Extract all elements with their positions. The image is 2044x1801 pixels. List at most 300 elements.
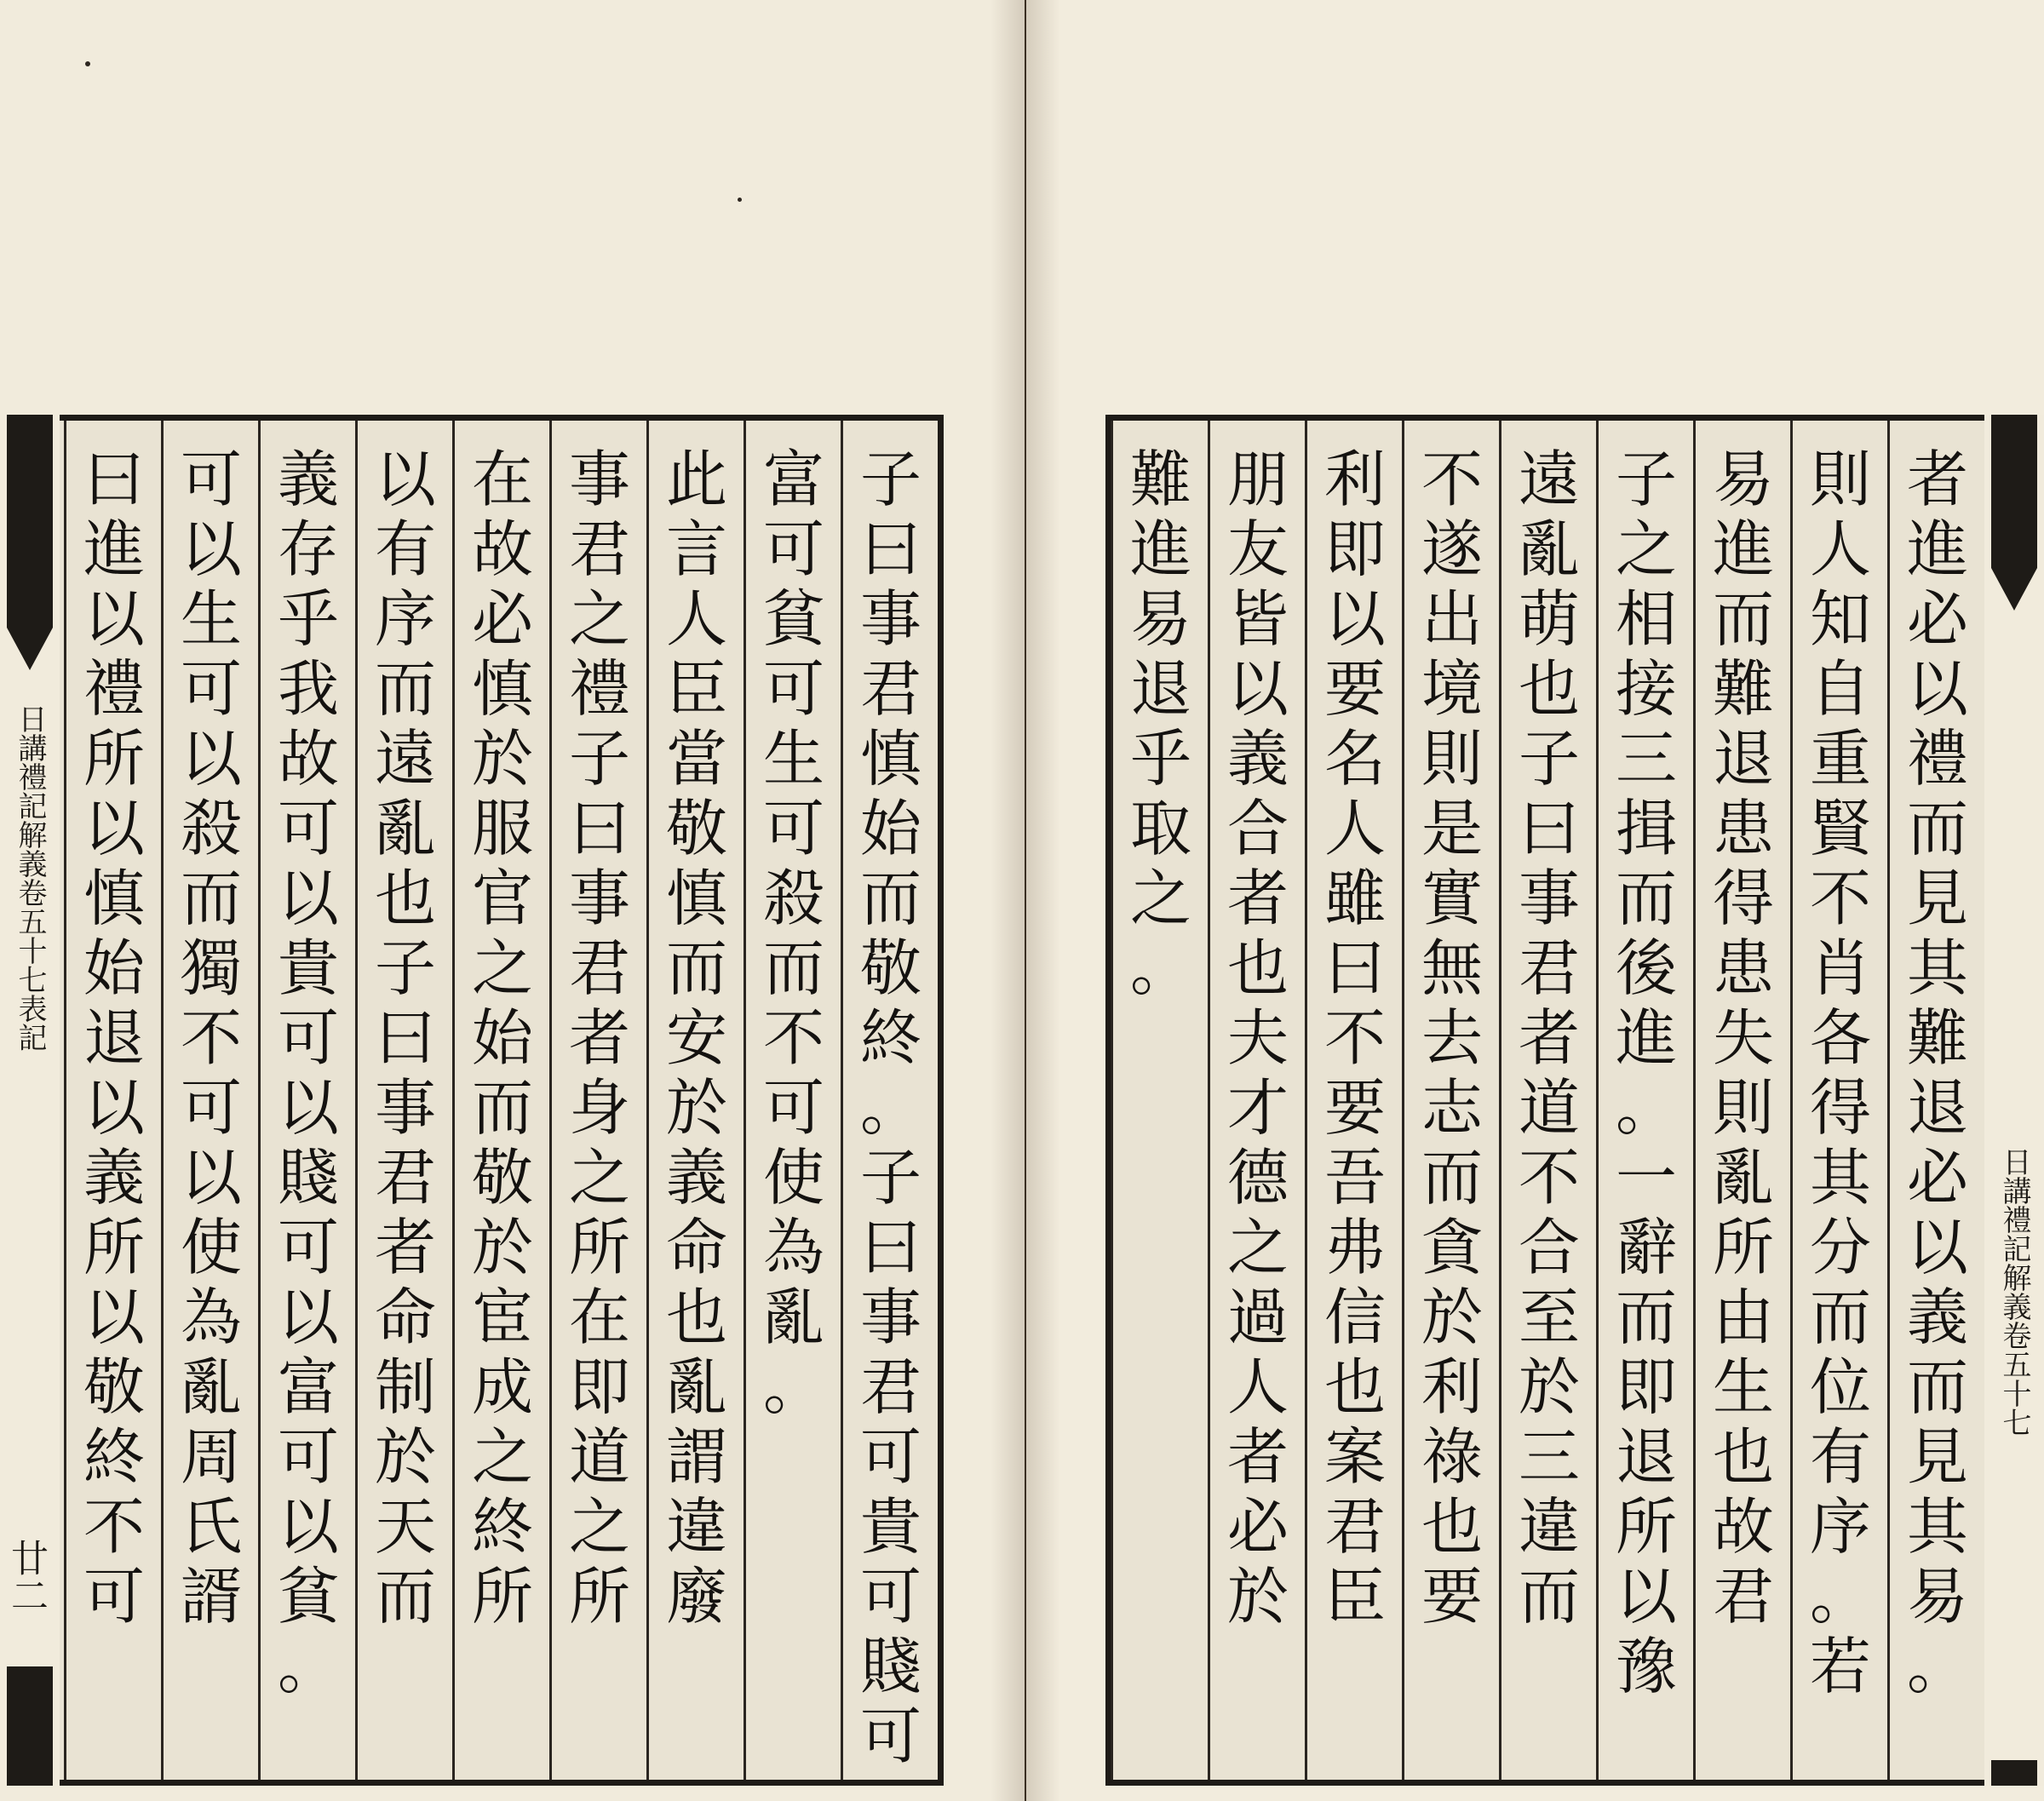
text-character: 曰 [859,513,922,585]
text-character: 而 [374,653,436,725]
text-column [842,421,939,1780]
text-character: 義 [277,444,339,515]
text-character: 志 [1421,1072,1483,1144]
text-character: 要 [1323,1072,1386,1144]
text-character: 而 [762,932,824,1004]
text-character: 所 [568,1561,630,1632]
text-character: 分 [1809,1212,1871,1283]
text-character: 事 [568,444,630,515]
text-character: 事 [374,1072,436,1144]
text-character: 身 [568,1072,630,1144]
text-character: 曰 [83,444,145,515]
text-character: 友 [1226,513,1289,585]
text-character: 失 [1712,1002,1774,1074]
text-character: 所 [471,1561,533,1632]
text-character: 進 [1712,513,1774,585]
text-character: 利 [1421,1351,1483,1423]
text-column [551,421,648,1780]
text-character: 退 [1906,1072,1968,1144]
text-character: 患 [1712,793,1774,864]
text-character: 曰 [1518,793,1580,864]
text-character: 要 [1323,653,1386,725]
text-character: 義 [1226,723,1289,794]
text-character: 以 [83,793,145,864]
text-character: 案 [1323,1421,1386,1493]
text-character: 於 [471,1212,533,1283]
text-character: 曰 [1323,932,1386,1004]
text-character: 而 [1421,1142,1483,1213]
text-character: 安 [665,1002,727,1074]
text-character: 道 [568,1421,630,1493]
text-character: 可 [180,1072,242,1144]
text-character: 退 [1129,653,1191,725]
text-character: 也 [1712,1421,1774,1493]
text-character: 不 [1421,444,1483,515]
text-column [1112,421,1209,1780]
text-character: 退 [83,1002,145,1074]
text-column [1792,421,1889,1780]
text-character: 於 [665,1072,727,1144]
left-fold-margin [0,415,60,1786]
text-character: 德 [1226,1142,1289,1213]
text-character: 始 [471,1002,533,1074]
text-character: 退 [1712,723,1774,794]
text-character: 人 [1226,1351,1289,1423]
text-character: 進 [1906,513,1968,585]
fold-black-bar [7,415,53,628]
text-character: 貪 [1421,1212,1483,1283]
text-character: 使 [762,1142,824,1213]
text-character: 使 [180,1212,242,1283]
text-column [1889,421,1986,1780]
text-character: 而 [1615,863,1677,934]
ink-speck [85,61,90,66]
text-character: 以 [1226,653,1289,725]
text-character: 謂 [665,1421,727,1493]
text-character: 其 [1809,1142,1871,1213]
text-character: 各 [1809,1002,1871,1074]
text-character: 合 [1518,1212,1580,1283]
fish-tail-mark [7,628,53,670]
text-character: 以 [1906,653,1968,725]
left-page-gutter-shadow [990,0,1025,1801]
text-character: 事 [568,863,630,934]
text-character: 弗 [1323,1212,1386,1283]
text-character: 不 [180,1002,242,1074]
text-character: 一 [1615,1142,1677,1213]
text-column [454,421,551,1780]
text-character: 富 [762,444,824,515]
text-character: 可 [180,444,242,515]
text-character: 子 [374,932,436,1004]
text-character: 也 [1421,1491,1483,1563]
text-character: 肖 [1809,932,1871,1004]
text-character: 祿 [1421,1421,1483,1493]
text-character: 存 [277,513,339,585]
text-character: 臣 [665,653,727,725]
text-character: 則 [1421,723,1483,794]
text-character: 曰 [568,793,630,864]
text-character: 慎 [665,863,727,934]
text-character: 若 [1809,1631,1871,1702]
text-character: 宦 [471,1282,533,1353]
text-character: 吾 [1323,1142,1386,1213]
text-character: 之 [471,1421,533,1493]
text-character: 不 [83,1491,145,1563]
text-character: 得 [1809,1072,1871,1144]
text-character: 以 [1323,583,1386,655]
text-character: 此 [665,444,727,515]
text-character: 三 [1518,1421,1580,1493]
text-character: 不 [1518,1142,1580,1213]
text-character: 始 [83,932,145,1004]
text-character: 易 [1906,1561,1968,1632]
text-character: 君 [568,932,630,1004]
text-character: 敬 [471,1142,533,1213]
text-character: 序 [1809,1491,1871,1563]
right-page-gutter-shadow [1026,0,1060,1801]
text-character: 乎 [1129,723,1191,794]
text-character: 違 [1518,1491,1580,1563]
text-character: 。 [1615,1072,1677,1144]
text-character: 於 [374,1421,436,1493]
ink-speck [738,198,742,202]
text-character: 由 [1712,1282,1774,1353]
text-character: 即 [1615,1351,1677,1423]
text-character: 在 [471,444,533,515]
text-character: 可 [762,1072,824,1144]
text-character: 以 [180,513,242,585]
text-character: 以 [374,444,436,515]
text-character: 生 [1712,1351,1774,1423]
text-character: 而 [1906,793,1968,864]
text-character: 子 [1518,723,1580,794]
text-character: 夫 [1226,1002,1289,1074]
text-character: 君 [374,1142,436,1213]
text-column [1404,421,1501,1780]
text-character: 利 [1323,444,1386,515]
text-character: 子 [1615,444,1677,515]
text-character: 以 [277,1282,339,1353]
text-character: 所 [83,723,145,794]
text-character: 以 [180,1142,242,1213]
text-character: 敬 [665,793,727,864]
text-character: 敬 [859,932,922,1004]
text-character: 難 [1906,1002,1968,1074]
text-character: 難 [1712,653,1774,725]
text-character: 周 [180,1421,242,1493]
right-fold-margin [1984,415,2044,1786]
text-character: 以 [180,723,242,794]
text-character: 可 [859,1421,922,1493]
text-character: 言 [665,513,727,585]
text-character: 以 [277,863,339,934]
text-character: 。 [859,1072,922,1144]
fold-black-bar [1991,415,2037,568]
fold-black-bar [7,1666,53,1786]
text-character: 去 [1421,1002,1483,1074]
text-character: 慎 [83,863,145,934]
text-character: 而 [665,932,727,1004]
text-column [260,421,357,1780]
text-character: 故 [471,513,533,585]
left-margin-title: 日講禮記解義卷五十七表記 [13,704,47,1052]
text-character: 君 [1518,932,1580,1004]
text-character: 有 [1809,1421,1871,1493]
text-character: 萌 [1518,583,1580,655]
text-character: 患 [1712,932,1774,1004]
text-character: 以 [1906,1212,1968,1283]
text-character: 亂 [762,1282,824,1353]
text-character: 可 [83,1561,145,1632]
text-character: 。 [277,1631,339,1702]
text-column [1598,421,1695,1780]
text-character: 進 [1129,513,1191,585]
text-character: 其 [1906,932,1968,1004]
text-character: 三 [1615,723,1677,794]
text-character: 曰 [374,1002,436,1074]
text-character: 遂 [1421,513,1483,585]
text-character: 命 [665,1212,727,1283]
text-character: 。 [1129,932,1191,1004]
text-character: 獨 [180,932,242,1004]
text-character: 者 [1226,863,1289,934]
text-character: 亂 [1518,513,1580,585]
text-character: 義 [83,1142,145,1213]
text-character: 見 [1906,1421,1968,1493]
left-margin-page-number: 廿二 [4,1539,48,1614]
text-character: 為 [762,1212,824,1283]
text-character: 可 [859,1701,922,1772]
text-character: 必 [1906,583,1968,655]
text-character: 事 [1518,863,1580,934]
text-character: 貧 [762,583,824,655]
text-character: 重 [1809,723,1871,794]
text-character: 難 [1129,444,1191,515]
text-column [163,421,260,1780]
text-character: 為 [180,1282,242,1353]
text-character: 服 [471,793,533,864]
text-character: 始 [859,793,922,864]
text-character: 者 [1518,1002,1580,1074]
text-character: 雖 [1323,863,1386,934]
text-character: 可 [277,1421,339,1493]
text-character: 制 [374,1351,436,1423]
text-character: 位 [1809,1351,1871,1423]
text-character: 則 [1712,1072,1774,1144]
text-character: 道 [1518,1072,1580,1144]
text-character: 也 [1323,1351,1386,1423]
text-character: 可 [762,653,824,725]
text-character: 不 [1809,863,1871,934]
text-character: 於 [1518,1351,1580,1423]
text-character: 而 [1809,1282,1871,1353]
fish-tail-mark [1991,568,2037,611]
text-character: 相 [1615,583,1677,655]
text-character: 臣 [1323,1561,1386,1632]
text-character: 事 [859,583,922,655]
text-character: 以 [277,1491,339,1563]
text-character: 豫 [1615,1631,1677,1702]
text-character: 接 [1615,653,1677,725]
text-character: 君 [1323,1491,1386,1563]
text-character: 後 [1615,932,1677,1004]
text-character: 皆 [1226,583,1289,655]
text-character: 我 [277,653,339,725]
text-character: 貧 [277,1561,339,1632]
text-character: 富 [277,1351,339,1423]
text-character: 名 [1323,723,1386,794]
text-character: 貴 [859,1491,922,1563]
text-character: 者 [1226,1421,1289,1493]
text-character: 官 [471,863,533,934]
text-character: 而 [180,863,242,934]
text-character: 易 [1712,444,1774,515]
text-character: 而 [1712,583,1774,655]
text-character: 之 [568,583,630,655]
text-character: 也 [374,863,436,934]
text-character: 之 [568,1142,630,1213]
text-character: 所 [1615,1491,1677,1563]
text-character: 而 [859,863,922,934]
text-column [1306,421,1404,1780]
text-character: 者 [568,1002,630,1074]
right-margin-title: 日講禮記解義卷五十七 [1997,1147,2031,1437]
text-column [66,421,163,1780]
text-character: 終 [859,1002,922,1074]
text-character: 而 [374,1561,436,1632]
text-character: 其 [1906,1491,1968,1563]
text-character: 知 [1809,583,1871,655]
text-character: 也 [1226,932,1289,1004]
text-character: 貴 [277,932,339,1004]
text-character: 事 [859,1282,922,1353]
text-character: 違 [665,1491,727,1563]
text-character: 於 [471,723,533,794]
text-character: 子 [568,723,630,794]
text-character: 天 [374,1491,436,1563]
text-character: 所 [83,1212,145,1283]
text-character: 故 [277,723,339,794]
text-character: 者 [1906,444,1968,515]
text-character: 之 [568,1491,630,1563]
text-character: 即 [1323,513,1386,585]
text-character: 禮 [83,653,145,725]
text-character: 殺 [762,863,824,934]
text-character: 命 [374,1282,436,1353]
text-character: 於 [1226,1561,1289,1632]
text-character: 有 [374,513,436,585]
text-character: 人 [1809,513,1871,585]
text-character: 君 [1712,1561,1774,1632]
text-character: 信 [1323,1282,1386,1353]
text-character: 實 [1421,863,1483,934]
text-character: 。 [1906,1631,1968,1702]
text-character: 子 [859,1142,922,1213]
text-character: 至 [1518,1282,1580,1353]
text-character: 進 [1615,1002,1677,1074]
text-character: 故 [1712,1491,1774,1563]
text-character: 成 [471,1351,533,1423]
text-character: 諝 [180,1561,242,1632]
text-character: 可 [277,1002,339,1074]
text-character: 君 [859,1351,922,1423]
text-column [1209,421,1306,1780]
text-character: 君 [859,653,922,725]
text-character: 可 [277,1212,339,1283]
text-character: 在 [568,1282,630,1353]
text-character: 可 [277,793,339,864]
text-character: 禮 [568,653,630,725]
text-character: 不 [762,1002,824,1074]
text-character: 而 [471,1072,533,1144]
text-character: 是 [1421,793,1483,864]
text-character: 之 [471,932,533,1004]
text-character: 人 [665,583,727,655]
text-character: 亂 [665,1351,727,1423]
text-character: 遠 [374,723,436,794]
text-character: 必 [1906,1142,1968,1213]
text-character: 所 [568,1212,630,1283]
text-character: 不 [1323,1002,1386,1074]
text-character: 易 [1129,583,1191,655]
text-character: 。 [762,1351,824,1423]
text-character: 遠 [1518,444,1580,515]
text-character: 之 [1129,863,1191,934]
text-character: 可 [859,1561,922,1632]
text-character: 揖 [1615,793,1677,864]
fold-black-bar [1991,1760,2037,1786]
text-character: 朋 [1226,444,1289,515]
text-character: 於 [1421,1282,1483,1353]
text-character: 賢 [1809,793,1871,864]
text-character: 終 [471,1491,533,1563]
text-character: 合 [1226,793,1289,864]
text-character: 即 [568,1351,630,1423]
text-character: 生 [180,583,242,655]
text-character: 賤 [859,1631,922,1702]
text-character: 曰 [859,1212,922,1283]
text-character: 可 [180,653,242,725]
text-character: 廢 [665,1561,727,1632]
text-character: 亂 [180,1351,242,1423]
text-character: 過 [1226,1282,1289,1353]
text-character: 也 [1518,653,1580,725]
text-character: 出 [1421,583,1483,655]
text-character: 義 [1906,1282,1968,1353]
text-character: 則 [1809,444,1871,515]
text-character: 所 [1712,1212,1774,1283]
text-character: 要 [1421,1561,1483,1632]
text-character: 亂 [1712,1142,1774,1213]
text-character: 退 [1615,1421,1677,1493]
text-character: 而 [1518,1561,1580,1632]
text-column [648,421,745,1780]
text-character: 境 [1421,653,1483,725]
text-character: 辭 [1615,1212,1677,1283]
text-character: 君 [568,513,630,585]
text-character: 者 [374,1212,436,1283]
text-character: 人 [1323,793,1386,864]
text-character: 以 [277,1072,339,1144]
text-character: 取 [1129,793,1191,864]
text-column [1695,421,1792,1780]
text-character: 乎 [277,583,339,655]
text-character: 得 [1712,863,1774,934]
text-character: 可 [762,793,824,864]
text-character: 子 [859,444,922,515]
text-character: 自 [1809,653,1871,725]
